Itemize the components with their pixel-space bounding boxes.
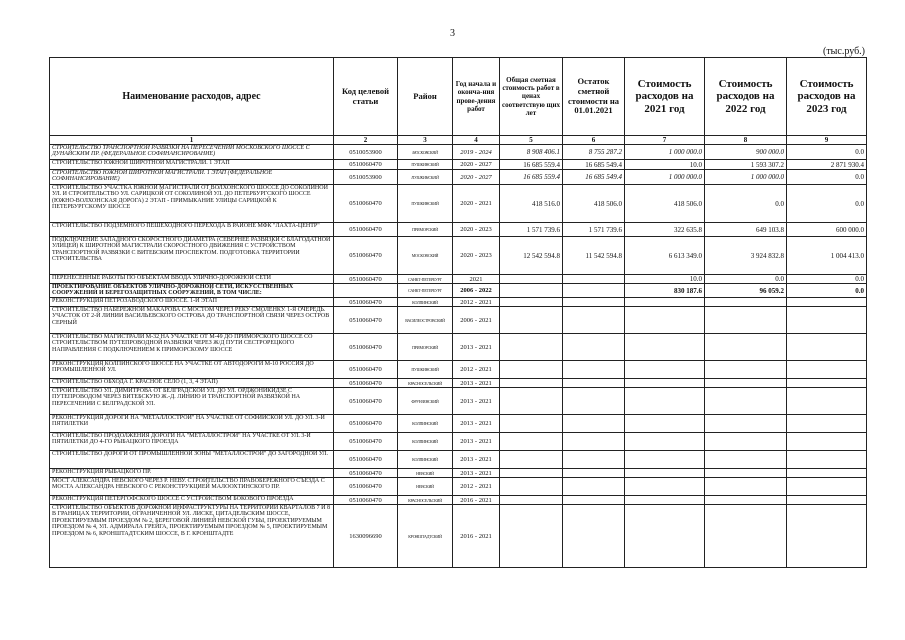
row-cost-2023 — [787, 433, 867, 451]
row-cost-2023 — [787, 307, 867, 334]
table-row — [50, 237, 867, 275]
row-remainder: 11 542 594.8 — [563, 237, 625, 275]
row-cost-2022: 1 000 000.0 — [705, 170, 787, 185]
row-total-cost — [500, 415, 563, 433]
row-cost-2021 — [625, 478, 705, 496]
row-cost-2021 — [625, 388, 705, 415]
page-number: 3 — [450, 28, 455, 39]
table-row — [50, 170, 867, 185]
row-total-cost — [500, 478, 563, 496]
row-years: 2020 - 2027 — [453, 160, 500, 170]
row-years: 2006 - 2021 — [453, 307, 500, 334]
row-cost-2022: 1 593 307.2 — [705, 160, 787, 170]
row-cost-2022 — [705, 478, 787, 496]
row-remainder — [563, 415, 625, 433]
row-cost-2023 — [787, 451, 867, 469]
row-cost-2021 — [625, 334, 705, 361]
row-code: 0510060470 — [334, 307, 398, 334]
column-number: 8 — [705, 136, 787, 145]
row-cost-2023: 0.0 — [787, 185, 867, 223]
row-total-cost: 8 908 406.1 — [500, 145, 563, 160]
header-2023: Стоимость расходов на 2023 год — [787, 58, 867, 136]
row-cost-2021 — [625, 379, 705, 388]
row-district: ПРИМОРСКИЙ — [398, 223, 453, 237]
row-remainder — [563, 298, 625, 307]
row-cost-2021: 1 000 000.0 — [625, 170, 705, 185]
table-row — [50, 160, 867, 170]
column-number: 9 — [787, 136, 867, 145]
table-row — [50, 275, 867, 284]
row-years: 2013 - 2021 — [453, 388, 500, 415]
row-district: МОСКОВСКИЙ — [398, 145, 453, 160]
row-code: 0510060470 — [334, 469, 398, 478]
header-2022: Стоимость расходов на 2022 год — [705, 58, 787, 136]
row-remainder: 8 755 287.2 — [563, 145, 625, 160]
table-row — [50, 185, 867, 223]
row-code: 0510060470 — [334, 388, 398, 415]
row-remainder: 16 685 549.4 — [563, 170, 625, 185]
row-total-cost: 16 685 559.4 — [500, 170, 563, 185]
row-cost-2023: 0.0 — [787, 275, 867, 284]
row-cost-2022 — [705, 469, 787, 478]
row-years: 2020 - 2027 — [453, 170, 500, 185]
row-remainder — [563, 451, 625, 469]
row-district: КРАСНОСЕЛЬСКИЙ — [398, 379, 453, 388]
row-name: СТРОИТЕЛЬСТВО МАГИСТРАЛИ М-32 НА УЧАСТКЕ ОТ М-49 ДО ПРИМОРСКОГО ШОССЕ СО СТРОИТЕЛЬСТВОМ ПУТЕПРОВОДНОЙ РАЗВЯЗКИ ЧЕРЕЗ Ж/Д ПУТИ СЕСТРОРЕЦКОГО НАПРАВЛЕНИЯ С ПОДКЛЮЧЕНИЕМ К ПРИМОРСКОМУ ШОССЕ — [50, 334, 334, 361]
row-district: САНКТ-ПЕТЕРБУРГ — [398, 284, 453, 298]
row-code: 0510060470 — [334, 451, 398, 469]
row-years: 2016 - 2021 — [453, 496, 500, 505]
row-total-cost — [500, 433, 563, 451]
row-remainder — [563, 275, 625, 284]
row-total-cost — [500, 451, 563, 469]
row-total-cost — [500, 307, 563, 334]
row-total-cost: 16 685 559.4 — [500, 160, 563, 170]
column-number: 4 — [453, 136, 500, 145]
row-remainder: 16 685 549.4 — [563, 160, 625, 170]
unit-label: (тыс.руб.) — [822, 46, 865, 57]
column-number: 7 — [625, 136, 705, 145]
row-total-cost: 12 542 594.8 — [500, 237, 563, 275]
row-name: СТРОИТЕЛЬСТВО ОБЪЕКТОВ ДОРОЖНОЙ ИНФРАСТРУКТУРЫ НА ТЕРРИТОРИИ КВАРТАЛОВ 7 И 8 В ГРАНИЦАХ ТЕРРИТОРИИ, ОГРАНИЧЕННОЙ УЛ. ЛИСКЕ, ЦИТАДЕЛЬСКИМ ШОССЕ, ПРОЕКТИРУЕМЫМ ПРОЕЗДОМ № 2, БЕРЕГОВОЙ ЛИНИЕЙ НЕВСКОЙ ГУБЫ, ПРОЕКТИРУЕМЫМ ПРОЕЗДОМ № 4, УЛ. АДМИРАЛА ГРЕЙГА, ПРОЕКТИРУЕМЫМ ПРОЕЗДОМ № 5, ПРОЕКТИРУЕМЫМ ПРОЕЗДОМ № 6, КРОНШТАДТСКИМ ШОССЕ, В Г. КРОНШТАДТЕ — [50, 505, 334, 568]
table-row — [50, 284, 867, 298]
row-cost-2022 — [705, 505, 787, 568]
row-remainder — [563, 307, 625, 334]
row-district: НЕВСКИЙ — [398, 469, 453, 478]
row-code: 0510060470 — [334, 298, 398, 307]
row-total-cost: 418 516.0 — [500, 185, 563, 223]
header-2021: Стоимость расходов на 2021 год — [625, 58, 705, 136]
table-row — [50, 388, 867, 415]
row-cost-2021 — [625, 469, 705, 478]
table-row — [50, 361, 867, 379]
row-cost-2021 — [625, 361, 705, 379]
row-code: 0510060470 — [334, 415, 398, 433]
row-cost-2021 — [625, 307, 705, 334]
row-cost-2023 — [787, 469, 867, 478]
row-years: 2021 — [453, 275, 500, 284]
row-code: 1630096690 — [334, 505, 398, 568]
table-row — [50, 223, 867, 237]
row-cost-2021: 10.0 — [625, 160, 705, 170]
row-total-cost — [500, 298, 563, 307]
row-name: СТРОИТЕЛЬСТВО УЛ. ДИМИТРОВА ОТ БЕЛГРАДСКОЙ УЛ. ДО УЛ. ОРДЖОНИКИДЗЕ С ПУТЕПРОВОДОМ ЧЕРЕЗ ВИТЕБСКУЮ Ж.-Д. ЛИНИЮ И ТРАНСПОРТНОЙ РАЗВЯЗКОЙ НА ПЕРЕСЕЧЕНИИ С БЕЛГРАДСКОЙ УЛ. — [50, 388, 334, 415]
row-cost-2021 — [625, 451, 705, 469]
column-number: 5 — [500, 136, 563, 145]
row-district: КОЛПИНСКИЙ — [398, 415, 453, 433]
row-name: СТРОИТЕЛЬСТВО ПРОДОЛЖЕНИЯ ДОРОГИ НА "МЕТАЛЛОСТРОЙ" НА УЧАСТКЕ ОТ УЛ. 3-Й ПЯТИЛЕТКИ ДО 4-ГО РЫБАЦКОГО ПРОЕЗДА — [50, 433, 334, 451]
expenses-table — [49, 57, 867, 568]
header-name: Наименование расходов, адрес — [50, 58, 334, 136]
row-total-cost — [500, 361, 563, 379]
row-name: РЕКОНСТРУКЦИЯ РЫБАЦКОГО ПР. — [50, 469, 334, 478]
row-remainder — [563, 284, 625, 298]
row-cost-2023: 0.0 — [787, 170, 867, 185]
row-cost-2022 — [705, 307, 787, 334]
row-district: ПУШКИНСКИЙ — [398, 160, 453, 170]
row-name: РЕКОНСТРУКЦИЯ КОЛПИНСКОГО ШОССЕ НА УЧАСТКЕ ОТ АВТОДОРОГИ М-10 РОССИЯ ДО ПРОМЫШЛЕННОЙ УЛ. — [50, 361, 334, 379]
row-code: 0510060470 — [334, 361, 398, 379]
row-cost-2023 — [787, 388, 867, 415]
table-row — [50, 307, 867, 334]
row-code: 0510060470 — [334, 478, 398, 496]
row-remainder — [563, 478, 625, 496]
column-number: 1 — [50, 136, 334, 145]
table-row — [50, 415, 867, 433]
row-years: 2020 - 2023 — [453, 237, 500, 275]
row-name: СТРОИТЕЛЬСТВО ОБХОДА Г. КРАСНОЕ СЕЛО (1, 3, 4 ЭТАП) — [50, 379, 334, 388]
row-name: СТРОИТЕЛЬСТВО ЮЖНОЙ ШИРОТНОЙ МАГИСТРАЛИ. 1 ЭТАП (ФЕДЕРАЛЬНОЕ СОФИНАНСИРОВАНИЕ) — [50, 170, 334, 185]
row-cost-2023: 1 004 413.0 — [787, 237, 867, 275]
row-years: 2006 - 2022 — [453, 284, 500, 298]
row-cost-2022 — [705, 298, 787, 307]
row-cost-2022: 0.0 — [705, 185, 787, 223]
row-cost-2022: 96 059.2 — [705, 284, 787, 298]
row-years: 2020 - 2021 — [453, 185, 500, 223]
row-code: 0510060470 — [334, 334, 398, 361]
row-name: СТРОИТЕЛЬСТВО ПОДЗЕМНОГО ПЕШЕХОДНОГО ПЕРЕХОДА В РАЙОНЕ МФК "ЛАХТА-ЦЕНТР" — [50, 223, 334, 237]
row-cost-2022: 900 000.0 — [705, 145, 787, 160]
row-district: ФРУНЗЕНСКИЙ — [398, 388, 453, 415]
row-years: 2013 - 2021 — [453, 433, 500, 451]
row-total-cost — [500, 275, 563, 284]
row-code: 0510060470 — [334, 185, 398, 223]
row-remainder: 1 571 739.6 — [563, 223, 625, 237]
row-cost-2023 — [787, 478, 867, 496]
table-row — [50, 469, 867, 478]
row-cost-2023 — [787, 334, 867, 361]
column-number-row — [50, 136, 867, 145]
header-remainder: Остаток сметной стоимости на 01.01.2021 — [563, 58, 625, 136]
table-row — [50, 334, 867, 361]
row-name: ПЕРЕНЕСЕННЫЕ РАБОТЫ ПО ОБЪЕКТАМ ВВОДА УЛИЧНО-ДОРОЖНОЙ СЕТИ — [50, 275, 334, 284]
row-cost-2023 — [787, 298, 867, 307]
row-years: 2012 - 2021 — [453, 298, 500, 307]
row-remainder — [563, 388, 625, 415]
row-cost-2021: 322 635.8 — [625, 223, 705, 237]
row-total-cost — [500, 496, 563, 505]
row-cost-2023: 2 871 930.4 — [787, 160, 867, 170]
row-name: ПРОЕКТИРОВАНИЕ ОБЪЕКТОВ УЛИЧНО-ДОРОЖНОЙ СЕТИ, ИСКУССТВЕННЫХ СООРУЖЕНИЙ И БЕРЕГОЗАЩИТНЫХ СООРУЖЕНИЙ, В ТОМ ЧИСЛЕ: — [50, 284, 334, 298]
row-cost-2023 — [787, 505, 867, 568]
row-cost-2021 — [625, 505, 705, 568]
header-row — [50, 58, 867, 136]
row-total-cost — [500, 388, 563, 415]
row-district: САНКТ-ПЕТЕРБУРГ — [398, 275, 453, 284]
row-code: 0510060470 — [334, 433, 398, 451]
row-name: РЕКОНСТРУКЦИЯ ДОРОГИ НА "МЕТАЛЛОСТРОЙ" НА УЧАСТКЕ ОТ СОФИЙСКОЙ УЛ. ДО УЛ. 3-Й ПЯТИЛЕТКИ — [50, 415, 334, 433]
row-name: СТРОИТЕЛЬСТВО НАБЕРЕЖНОЙ МАКАРОВА С МОСТОМ ЧЕРЕЗ РЕКУ СМОЛЕНКУ. 1-Я ОЧЕРЕДЬ. УЧАСТОК ОТ 2-Й ЛИНИИ ВАСИЛЬЕВСКОГО ОСТРОВА ДО ТРАНСПОРТНОЙ СВЯЗИ ЧЕРЕЗ ОСТРОВ СЕРНЫЙ — [50, 307, 334, 334]
row-district: МОСКОВСКИЙ — [398, 237, 453, 275]
row-cost-2023: 0.0 — [787, 145, 867, 160]
row-cost-2022 — [705, 379, 787, 388]
row-cost-2021: 10.0 — [625, 275, 705, 284]
row-cost-2022 — [705, 433, 787, 451]
row-cost-2021 — [625, 496, 705, 505]
row-cost-2022: 649 103.8 — [705, 223, 787, 237]
row-district: КОЛПИНСКИЙ — [398, 298, 453, 307]
row-district: КРОНШТАДТСКИЙ — [398, 505, 453, 568]
row-cost-2022 — [705, 496, 787, 505]
row-cost-2022 — [705, 334, 787, 361]
row-cost-2022 — [705, 361, 787, 379]
row-district: ПУШКИНСКИЙ — [398, 170, 453, 185]
row-remainder: 418 506.0 — [563, 185, 625, 223]
row-years: 2013 - 2021 — [453, 451, 500, 469]
row-name: РЕКОНСТРУКЦИЯ ПЕТРОЗАВОДСКОГО ШОССЕ. 1-Й ЭТАП — [50, 298, 334, 307]
row-remainder — [563, 496, 625, 505]
table-row — [50, 505, 867, 568]
table-row — [50, 145, 867, 160]
row-years: 2013 - 2021 — [453, 334, 500, 361]
row-total-cost — [500, 334, 563, 361]
header-total: Общая сметная стоимость работ в ценах соответствую щих лет — [500, 58, 563, 136]
row-name: ПОДКЛЮЧЕНИЕ ЗАПАДНОГО СКОРОСТНОГО ДИАМЕТРА (СЕВЕРНЕЕ РАЗВЯЗКИ С БЛАГОДАТНОЙ УЛИЦЕЙ) К ШИРОТНОЙ МАГИСТРАЛИ СКОРОСТНОГО ДВИЖЕНИЯ С УСТРОЙСТВОМ ТРАНСПОРТНОЙ РАЗВЯЗКИ С ВИТЕБСКИМ ПРОСПЕКТОМ. ПОДГОТОВКА ТЕРРИТОРИИ СТРОИТЕЛЬСТВА — [50, 237, 334, 275]
row-years: 2012 - 2021 — [453, 361, 500, 379]
row-cost-2022: 0.0 — [705, 275, 787, 284]
column-number: 6 — [563, 136, 625, 145]
row-district: ВАСИЛЕОСТРОВСКИЙ — [398, 307, 453, 334]
row-district: ПРИМОРСКИЙ — [398, 334, 453, 361]
row-district: КОЛПИНСКИЙ — [398, 433, 453, 451]
row-code: 0510060470 — [334, 496, 398, 505]
row-district: КРАСНОСЕЛЬСКИЙ — [398, 496, 453, 505]
row-years: 2013 - 2021 — [453, 469, 500, 478]
header-years: Год начала и оконча-ния прове-дения работ — [453, 58, 500, 136]
row-years: 2012 - 2021 — [453, 478, 500, 496]
table-row — [50, 379, 867, 388]
row-total-cost — [500, 284, 563, 298]
row-total-cost: 1 571 739.6 — [500, 223, 563, 237]
row-code — [334, 284, 398, 298]
row-cost-2021 — [625, 433, 705, 451]
row-name: МОСТ АЛЕКСАНДРА НЕВСКОГО ЧЕРЕЗ Р. НЕВУ. СТРОИТЕЛЬСТВО ПРАВОБЕРЕЖНОГО СЪЕЗДА С МОСТА АЛЕКСАНДРА НЕВСКОГО С РЕКОНСТРУКЦИЕЙ МАЛООХТИНСКОГО ПР. — [50, 478, 334, 496]
row-district: ПУШКИНСКИЙ — [398, 361, 453, 379]
table-row — [50, 451, 867, 469]
row-cost-2023 — [787, 496, 867, 505]
row-cost-2023 — [787, 361, 867, 379]
header-code: Код целевой статьи — [334, 58, 398, 136]
row-cost-2021 — [625, 298, 705, 307]
row-name: РЕКОНСТРУКЦИЯ ПЕТЕРГОФСКОГО ШОССЕ С УСТРОЙСТВОМ БОКОВОГО ПРОЕЗДА — [50, 496, 334, 505]
row-remainder — [563, 469, 625, 478]
row-code: 0510060470 — [334, 275, 398, 284]
table-row — [50, 433, 867, 451]
row-years: 2019 - 2024 — [453, 145, 500, 160]
row-remainder — [563, 379, 625, 388]
row-code: 0510060470 — [334, 237, 398, 275]
row-cost-2022: 3 924 832.8 — [705, 237, 787, 275]
row-cost-2023: 0.0 — [787, 284, 867, 298]
row-district: НЕВСКИЙ — [398, 478, 453, 496]
row-code: 0510060470 — [334, 160, 398, 170]
row-remainder — [563, 505, 625, 568]
row-cost-2021 — [625, 415, 705, 433]
row-cost-2021: 418 506.0 — [625, 185, 705, 223]
row-cost-2023 — [787, 379, 867, 388]
row-name: СТРОИТЕЛЬСТВО ДОРОГИ ОТ ПРОМЫШЛЕННОЙ ЗОНЫ "МЕТАЛЛОСТРОЙ" ДО ЗАГОРОДНОЙ УЛ. — [50, 451, 334, 469]
row-district: КОЛПИНСКИЙ — [398, 451, 453, 469]
table-row — [50, 298, 867, 307]
row-remainder — [563, 334, 625, 361]
row-years: 2013 - 2021 — [453, 415, 500, 433]
row-cost-2021: 1 000 000.0 — [625, 145, 705, 160]
row-total-cost — [500, 469, 563, 478]
row-code: 0510060470 — [334, 223, 398, 237]
row-code: 0510060470 — [334, 379, 398, 388]
row-cost-2023: 600 000.0 — [787, 223, 867, 237]
row-code: 0510053900 — [334, 145, 398, 160]
row-years: 2020 - 2023 — [453, 223, 500, 237]
row-years: 2016 - 2021 — [453, 505, 500, 568]
row-cost-2022 — [705, 451, 787, 469]
column-number: 2 — [334, 136, 398, 145]
row-district: ПУШКИНСКИЙ — [398, 185, 453, 223]
row-name: СТРОИТЕЛЬСТВО ТРАНСПОРТНОЙ РАЗВЯЗКИ НА ПЕРЕСЕЧЕНИИ МОСКОВСКОГО ШОССЕ С ДУНАЙСКИМ ПР. (ФЕДЕРАЛЬНОЕ СОФИНАНСИРОВАНИЕ) — [50, 145, 334, 160]
header-district: Район — [398, 58, 453, 136]
row-years: 2013 - 2021 — [453, 379, 500, 388]
table-row — [50, 496, 867, 505]
row-cost-2023 — [787, 415, 867, 433]
row-remainder — [563, 361, 625, 379]
table-row — [50, 478, 867, 496]
row-code: 0510053900 — [334, 170, 398, 185]
row-name: СТРОИТЕЛЬСТВО УЧАСТКА ЮЖНОЙ МАГИСТРАЛИ ОТ ВОЛХОНСКОГО ШОССЕ ДО СОКОЛИНОЙ УЛ. И СТРОИТЕЛЬСТВО УЛ. САРИЦКОЙ ОТ СОКОЛИНОЙ УЛ. ДО ПЕТЕРБУРГСКОГО ШОССЕ (ЮЖНО-ВОЛХОНСКАЯ ДОРОГА) 2 ЭТАП - ПРИМЫКАНИЕ УЛИЦЫ САРИЦКОЙ К ПЕТЕРБУРГСКОМУ ШОССЕ — [50, 185, 334, 223]
row-name: СТРОИТЕЛЬСТВО ЮЖНОЙ ШИРОТНОЙ МАГИСТРАЛИ. 1 ЭТАП — [50, 160, 334, 170]
row-total-cost — [500, 505, 563, 568]
row-remainder — [563, 433, 625, 451]
column-number: 3 — [398, 136, 453, 145]
row-cost-2022 — [705, 415, 787, 433]
row-cost-2021: 830 187.6 — [625, 284, 705, 298]
row-total-cost — [500, 379, 563, 388]
row-cost-2021: 6 613 349.0 — [625, 237, 705, 275]
row-cost-2022 — [705, 388, 787, 415]
